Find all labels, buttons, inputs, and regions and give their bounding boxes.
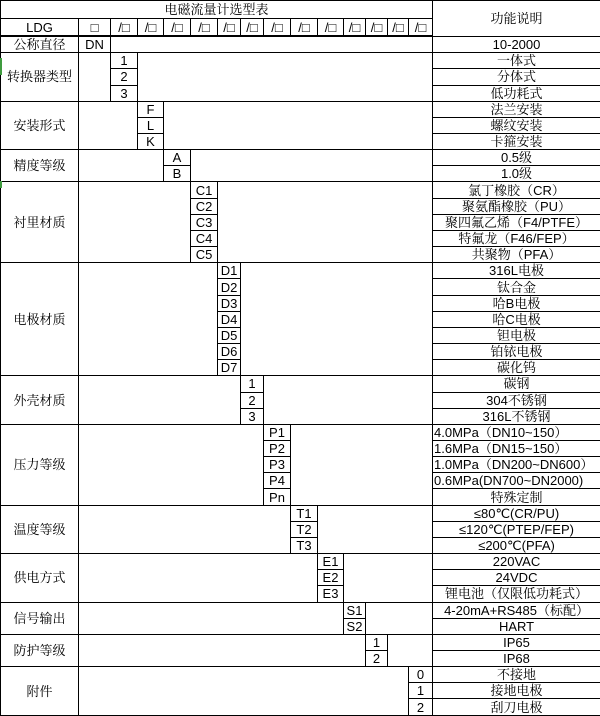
row-label-5: 外壳材质 (1, 376, 79, 424)
spacer-cell (79, 53, 111, 101)
row-label-4: 电极材质 (1, 263, 79, 376)
option-description: 碳钢 (433, 376, 600, 392)
option-description: 氯丁橡胶（CR） (433, 182, 600, 198)
option-description: 316L不锈钢 (433, 408, 600, 424)
option-code: D5 (218, 327, 241, 343)
spacer-cell (79, 505, 291, 553)
spacer-cell (79, 602, 344, 634)
option-description: 一体式 (433, 53, 600, 69)
option-description: 钛合金 (433, 279, 600, 295)
spacer-cell (138, 53, 433, 101)
option-description: 4-20mA+RS485（标配） (433, 602, 600, 618)
option-description: 220VAC (433, 554, 600, 570)
option-code: K (138, 134, 164, 150)
spacer-cell (79, 150, 164, 182)
option-description: 1.6MPa（DN15~150） (433, 440, 600, 456)
model-slot-box: /□ (388, 19, 409, 37)
spacer-cell (79, 634, 366, 666)
option-description: 铂铱电极 (433, 344, 600, 360)
option-description: 碳化钨 (433, 360, 600, 376)
option-description: 螺纹安装 (433, 117, 600, 133)
option-code: A (164, 150, 191, 166)
option-description: 锂电池（仅限低功耗式） (433, 586, 600, 602)
option-code: 2 (366, 651, 388, 667)
option-description: 聚氨酯橡胶（PU） (433, 198, 600, 214)
row-label-1: 安装形式 (1, 101, 79, 149)
option-code: C4 (191, 230, 218, 246)
model-slot-box: /□ (218, 19, 241, 37)
option-code: S2 (344, 618, 366, 634)
option-code: P1 (264, 424, 291, 440)
option-code: E1 (318, 554, 344, 570)
option-code: D2 (218, 279, 241, 295)
row-label-3: 衬里材质 (1, 182, 79, 263)
option-description: 刮刀电极 (433, 699, 600, 716)
model-slot-box: /□ (344, 19, 366, 37)
option-description: 1.0MPa（DN200~DN600） (433, 457, 600, 473)
option-code: T1 (291, 505, 318, 521)
option-description: ≤200℃(PFA) (433, 537, 600, 553)
scan-artifact-green (0, 58, 2, 75)
option-description: 4.0MPa（DN10~150） (433, 424, 600, 440)
spacer-cell (79, 101, 138, 149)
option-code: 3 (111, 85, 138, 101)
spacer-cell (79, 554, 318, 602)
option-description: 0.5级 (433, 150, 600, 166)
spacer-cell (388, 634, 433, 666)
option-code: D1 (218, 263, 241, 279)
option-code: F (138, 101, 164, 117)
option-description: 特殊定制 (433, 489, 600, 505)
option-description: 法兰安装 (433, 101, 600, 117)
model-prefix: LDG (1, 19, 79, 37)
option-description: 特氟龙（F46/FEP） (433, 230, 600, 246)
option-code: T3 (291, 537, 318, 553)
spacer-cell (79, 667, 409, 716)
option-description: 0.6MPa(DN700~DN2000) (433, 473, 600, 489)
option-code: B (164, 166, 191, 182)
option-code: D3 (218, 295, 241, 311)
spacer-cell (111, 36, 433, 53)
model-slot-box: /□ (191, 19, 218, 37)
model-slot-box: /□ (264, 19, 291, 37)
option-description: 不接地 (433, 667, 600, 683)
model-slot-box: /□ (409, 19, 433, 37)
spacer-cell (79, 376, 241, 424)
option-description: ≤80℃(CR/PU) (433, 505, 600, 521)
option-description: 接地电极 (433, 683, 600, 699)
model-slot-box: /□ (164, 19, 191, 37)
option-description: 哈B电极 (433, 295, 600, 311)
spacer-cell (344, 554, 433, 602)
scan-artifact-green (0, 181, 2, 188)
option-code: 2 (111, 69, 138, 85)
table-title: 电磁流量计选型表 (1, 1, 433, 19)
spacer-cell (264, 376, 433, 424)
row-label-2: 精度等级 (1, 150, 79, 182)
model-first-box: □ (79, 19, 111, 37)
option-description: 聚四氟乙烯（F4/PTFE） (433, 214, 600, 230)
model-slot-box: /□ (241, 19, 264, 37)
model-slot-box: /□ (291, 19, 318, 37)
spacer-cell (164, 101, 433, 149)
option-description: ≤120℃(PTEP/FEP) (433, 521, 600, 537)
model-slot-box: /□ (318, 19, 344, 37)
spacer-cell (241, 263, 433, 376)
option-code: D7 (218, 360, 241, 376)
function-description-header: 功能说明 (433, 1, 600, 37)
option-description: 钽电极 (433, 327, 600, 343)
option-code: C2 (191, 198, 218, 214)
spacer-cell (291, 424, 433, 505)
option-code: 3 (241, 408, 264, 424)
row-label-11: 附件 (1, 667, 79, 716)
option-code: 1 (366, 634, 388, 650)
option-code: D6 (218, 344, 241, 360)
option-description: 卡箍安装 (433, 134, 600, 150)
option-code: 2 (409, 699, 433, 716)
option-description: 共聚物（PFA） (433, 247, 600, 263)
row-label-0: 转换器类型 (1, 53, 79, 101)
spacer-cell (318, 505, 433, 553)
option-code: S1 (344, 602, 366, 618)
option-code: C1 (191, 182, 218, 198)
spacer-cell (79, 424, 264, 505)
option-code: E3 (318, 586, 344, 602)
option-description: 低功耗式 (433, 85, 600, 101)
option-code: E2 (318, 570, 344, 586)
spacer-cell (79, 263, 218, 376)
option-description: 哈C电极 (433, 311, 600, 327)
option-description: IP65 (433, 634, 600, 650)
option-description: 24VDC (433, 570, 600, 586)
option-code: D4 (218, 311, 241, 327)
row-label-8: 供电方式 (1, 554, 79, 602)
option-code: Pn (264, 489, 291, 505)
row-label-7: 温度等级 (1, 505, 79, 553)
option-code: 1 (111, 53, 138, 69)
option-code: C5 (191, 247, 218, 263)
diameter-code: DN (79, 36, 111, 53)
row-label-9: 信号输出 (1, 602, 79, 634)
row-label-6: 压力等级 (1, 424, 79, 505)
option-description: 1.0级 (433, 166, 600, 182)
row-label-diameter: 公称直径 (1, 36, 79, 53)
option-code: P2 (264, 440, 291, 456)
option-description: 分体式 (433, 69, 600, 85)
option-code: T2 (291, 521, 318, 537)
spacer-cell (79, 182, 191, 263)
option-description: IP68 (433, 651, 600, 667)
spacer-cell (366, 602, 433, 634)
option-code: 1 (409, 683, 433, 699)
diameter-value: 10-2000 (433, 36, 600, 53)
spacer-cell (191, 150, 433, 182)
row-label-10: 防护等级 (1, 634, 79, 666)
option-description: HART (433, 618, 600, 634)
option-code: L (138, 117, 164, 133)
option-code: 0 (409, 667, 433, 683)
option-code: C3 (191, 214, 218, 230)
option-description: 316L电极 (433, 263, 600, 279)
spacer-cell (218, 182, 433, 263)
option-description: 304不锈钢 (433, 392, 600, 408)
option-code: 2 (241, 392, 264, 408)
model-slot-box: /□ (111, 19, 138, 37)
model-slot-box: /□ (138, 19, 164, 37)
option-code: P3 (264, 457, 291, 473)
option-code: 1 (241, 376, 264, 392)
model-slot-box: /□ (366, 19, 388, 37)
option-code: P4 (264, 473, 291, 489)
